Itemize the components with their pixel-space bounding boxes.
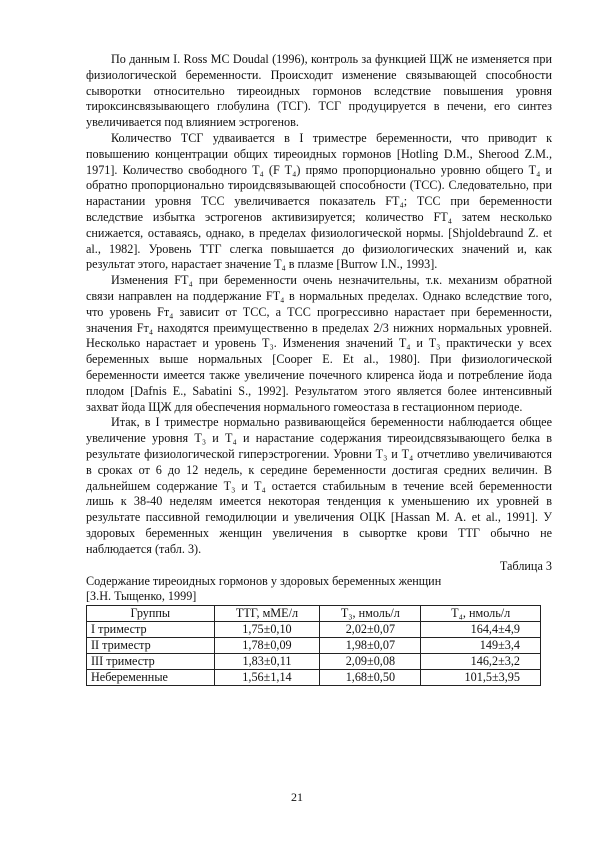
cell-t4: 146,2±3,2 — [421, 653, 541, 669]
document-page — [86, 52, 552, 686]
cell-t4: 149±3,4 — [421, 637, 541, 653]
cell-tsh: 1,83±0,11 — [214, 653, 320, 669]
header-groups: Группы — [87, 605, 215, 621]
table-caption-line1: Содержание тиреоидных гормонов у здоровых беременных женщин — [86, 573, 442, 588]
cell-group: I триместр — [87, 621, 215, 637]
table-header-row — [87, 605, 541, 621]
header-tsh: ТТГ, мМЕ/л — [214, 605, 320, 621]
table-row — [87, 621, 541, 637]
paragraph-1: По данным I. Ross MC Doudal (1996), контроль за функцией ЩЖ не изменяется при физиологической беременности. Происходит изменение связывающей способности сыворотки относительно тиреоидных гормонов вследствие повышения уровня тироксинсвязывающего глобулина (ТСГ). ТСГ продуцируется в печени, его синтез увеличивается под влиянием эстрогенов. — [86, 52, 552, 130]
cell-tsh: 1,75±0,10 — [214, 621, 320, 637]
table-caption-line2: [З.Н. Тыщенко, 1999] — [86, 588, 197, 603]
cell-tsh: 1,56±1,14 — [214, 669, 320, 685]
header-t3: T₃, нмоль/л — [320, 605, 421, 621]
cell-t3: 1,98±0,07 — [320, 637, 421, 653]
paragraph-2: Количество ТСГ удваивается в I триместре беременности, что приводит к повышению концентрации общих тиреоидных гормонов [Hotling D.M., Sherood Z.M., 1971]. Количество свободного T₄ (F T₄) прямо пропорционально уровню общего T₄ и обратно пропорционально тироидсвязывающей способности (ТСС). Следовательно, при нарастании уровня ТСС увеличивается показатель FT₄; ТСС при беременности вследствие избытка эстрогенов активизируется; количество FT₄ затем несколько снижается, оставаясь, однако, в пределах физиологической нормы. [Shjoldebraund Z. et al., 1982]. Уровень ТТГ слегка повышается до физиологических значений и, как результат этого, нарастает значение T₄ в плазме [Burrow I.N., 1993]. — [86, 130, 552, 272]
page-number: 21 — [291, 790, 303, 804]
hormone-table — [86, 605, 541, 686]
table-row — [87, 653, 541, 669]
table-row — [87, 669, 541, 685]
cell-t3: 2,02±0,07 — [320, 621, 421, 637]
cell-t3: 1,68±0,50 — [320, 669, 421, 685]
header-t4: T₄, нмоль/л — [421, 605, 541, 621]
cell-group: Небеременные — [87, 669, 215, 685]
cell-group: III триместр — [87, 653, 215, 669]
cell-group: II триместр — [87, 637, 215, 653]
cell-t4: 101,5±3,95 — [421, 669, 541, 685]
cell-t3: 2,09±0,08 — [320, 653, 421, 669]
cell-tsh: 1,78±0,09 — [214, 637, 320, 653]
table-label: Таблица 3 — [499, 558, 552, 573]
paragraph-3: Изменения FT₄ при беременности очень незначительны, т.к. механизм обратной связи направлен на поддержание FT₄ в нормальных пределах. Однако вследствие того, что уровень Fт₄ зависит от ТСС, а ТСС прогрессивно нарастает при беременности, значения Fт₄ находятся преимущественно в пределах 2/3 нижних нормальных уровней. Несколько нарастает и уровень T₃. Изменения значений T₄ и T₃ практически у всех беременных выше нормальных [Cooper E. Et al., 1980]. При физиологической беременности имеется также увеличение почечного клиренса йода и потребление йода плодом [Dafnis E., Sabatini S., 1992]. Результатом этого является более интенсивный захват йода ЩЖ для обеспечения нормального гомеостаза в гестационном периоде. — [86, 273, 552, 414]
cell-t4: 164,4±4,9 — [421, 621, 541, 637]
table-row — [87, 637, 541, 653]
paragraph-4: Итак, в I триместре нормально развивающейся беременности наблюдается общее увеличение уровня T₃ и T₄ и нарастание содержания тиреоидсвязывающего белка в результате физиологической гиперэстрогении. Уровни T₃ и T₄ отчетливо увеличиваются в сроках от 6 до 12 недель, к середине беременности достигая средних величин. В дальнейшем содержание T₃ и T₄ остается стабильным в течение всей беременности лишь к 38-40 неделям имеется некоторая тенденция к уменьшению их уровней в результате пассивной гемодилюции и увеличения ОЦК [Hassan M. A. et al., 1991]. У здоровых беременных женщин увеличения в сывортке крови ТТГ обычно не наблюдается (табл. 3). — [86, 415, 552, 556]
